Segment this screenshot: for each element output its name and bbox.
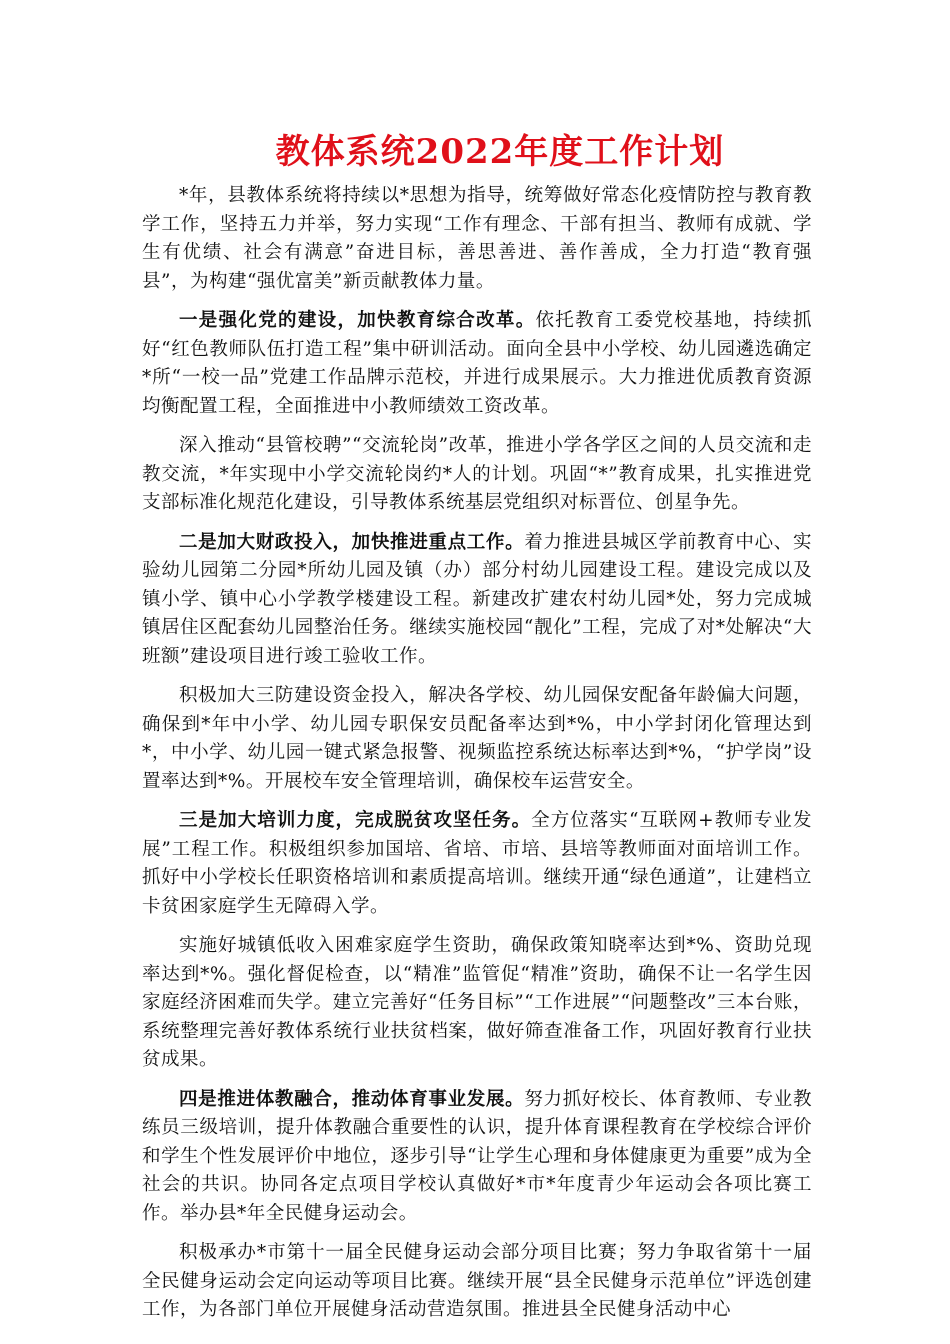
paragraph-heading: 二是加大财政投入，加快推进重点工作。	[179, 531, 525, 553]
paragraph-text: 努力抓好校长、体育教师、专业教练员三级培训，提升体教融合重要性的认识，提升体育课程教育在学校综合评价和学生个性发展评价中地位，逐步引导“让学生心理和身体健康更为重要”成为全社会的共识。协同各定点项目学校认真做好*市*年度青少年运动会各项比赛工作。举办县*年全民健身运动会。	[142, 1088, 812, 1224]
paragraph-intro	[142, 182, 812, 296]
paragraph-text: 积极加大三防建设资金投入，解决各学校、幼儿园保安配备年龄偏大问题，确保到*年中小学、幼儿园专职保安员配备率达到*%，中小学封闭化管理达到*，中小学、幼儿园一键式紧急报警、视频监控系统达标率达到*%，“护学岗”设置率达到*%。开展校车安全管理培训，确保校车运营安全。	[142, 685, 812, 792]
paragraph-text: 深入推动“县管校聘”“交流轮岗”改革，推进小学各学区之间的人员交流和走教交流，*年实现中小学交流轮岗约*人的计划。巩固“*”教育成果，扎实推进党支部标准化规范化建设，引导教体系统基层党组织对标晋位、创星争先。	[142, 435, 812, 513]
paragraph-rotation-reform	[142, 432, 812, 518]
paragraph-financial-investment	[142, 529, 812, 672]
paragraph-heading: 一是强化党的建设，加快教育综合改革。	[179, 310, 536, 331]
paragraph-party-building	[142, 307, 812, 421]
paragraph-fitness-games	[142, 1239, 812, 1325]
paragraph-training	[142, 807, 812, 921]
paragraph-text: 全方位落实“互联网+教师专业发展”工程工作。积极组织参加国培、省培、市培、县培等教师面对面培训工作。抓好中小学校长任职资格培训和素质提高培训。继续开通“绿色通道”，让建档立卡贫困家庭学生无障碍入学。	[142, 810, 812, 917]
paragraph-heading: 三是加大培训力度，完成脱贫攻坚任务。	[179, 810, 532, 831]
paragraph-text: 实施好城镇低收入困难家庭学生资助，确保政策知晓率达到*%、资助兑现率达到*%。强化督促检查，以“精准”监管促“精准”资助，确保不让一名学生因家庭经济困难而失学。建立完善好“任务目标”“工作进展”“问题整改”三本台账，系统整理完善好教体系统行业扶贫档案，做好筛查准备工作，巩固好教育行业扶贫成果。	[142, 935, 812, 1070]
paragraph-text: 依托教育工委党校基地，持续抓好“红色教师队伍打造工程”集中研训活动。面向全县中小学校、幼儿园遴选确定*所“一校一品”党建工作品牌示范校，并进行成果展示。大力推进优质教育资源均衡配置工程，全面推进中小教师绩效工资改革。	[142, 310, 812, 417]
document-title: 教体系统2022年度工作计划	[275, 132, 725, 172]
paragraph-text: 积极承办*市第十一届全民健身运动会部分项目比赛；努力争取省第十一届全民健身运动会定向运动等项目比赛。继续开展“县全民健身示范单位”评选创建工作，为各部门单位开展健身活动营造氛围。推进县全民健身活动中心	[142, 1242, 812, 1320]
paragraph-security-construction	[142, 682, 812, 796]
document-body	[142, 182, 812, 1336]
paragraph-text: *年，县教体系统将持续以*思想为指导，统筹做好常态化疫情防控与教育教学工作，坚持五力并举，努力实现“工作有理念、干部有担当、教师有成就、学生有优绩、社会有满意”奋进目标，善思善进、善作善成，全力打造“教育强县”，为构建“强优富美”新贡献教体力量。	[142, 185, 812, 292]
paragraph-text: 着力推进县城区学前教育中心、实验幼儿园第二分园*所幼儿园及镇（办）部分村幼儿园建设工程。建设完成以及镇小学、镇中心小学教学楼建设工程。新建改扩建农村幼儿园*处，努力完成城镇居住区配套幼儿园整治任务。继续实施校园“靓化”工程，完成了对*处解决“大班额”建设项目进行竣工验收工作。	[142, 531, 812, 667]
paragraph-heading: 四是推进体教融合，推动体育事业发展。	[179, 1088, 525, 1110]
paragraph-sports-integration	[142, 1086, 812, 1229]
paragraph-student-aid	[142, 932, 812, 1075]
